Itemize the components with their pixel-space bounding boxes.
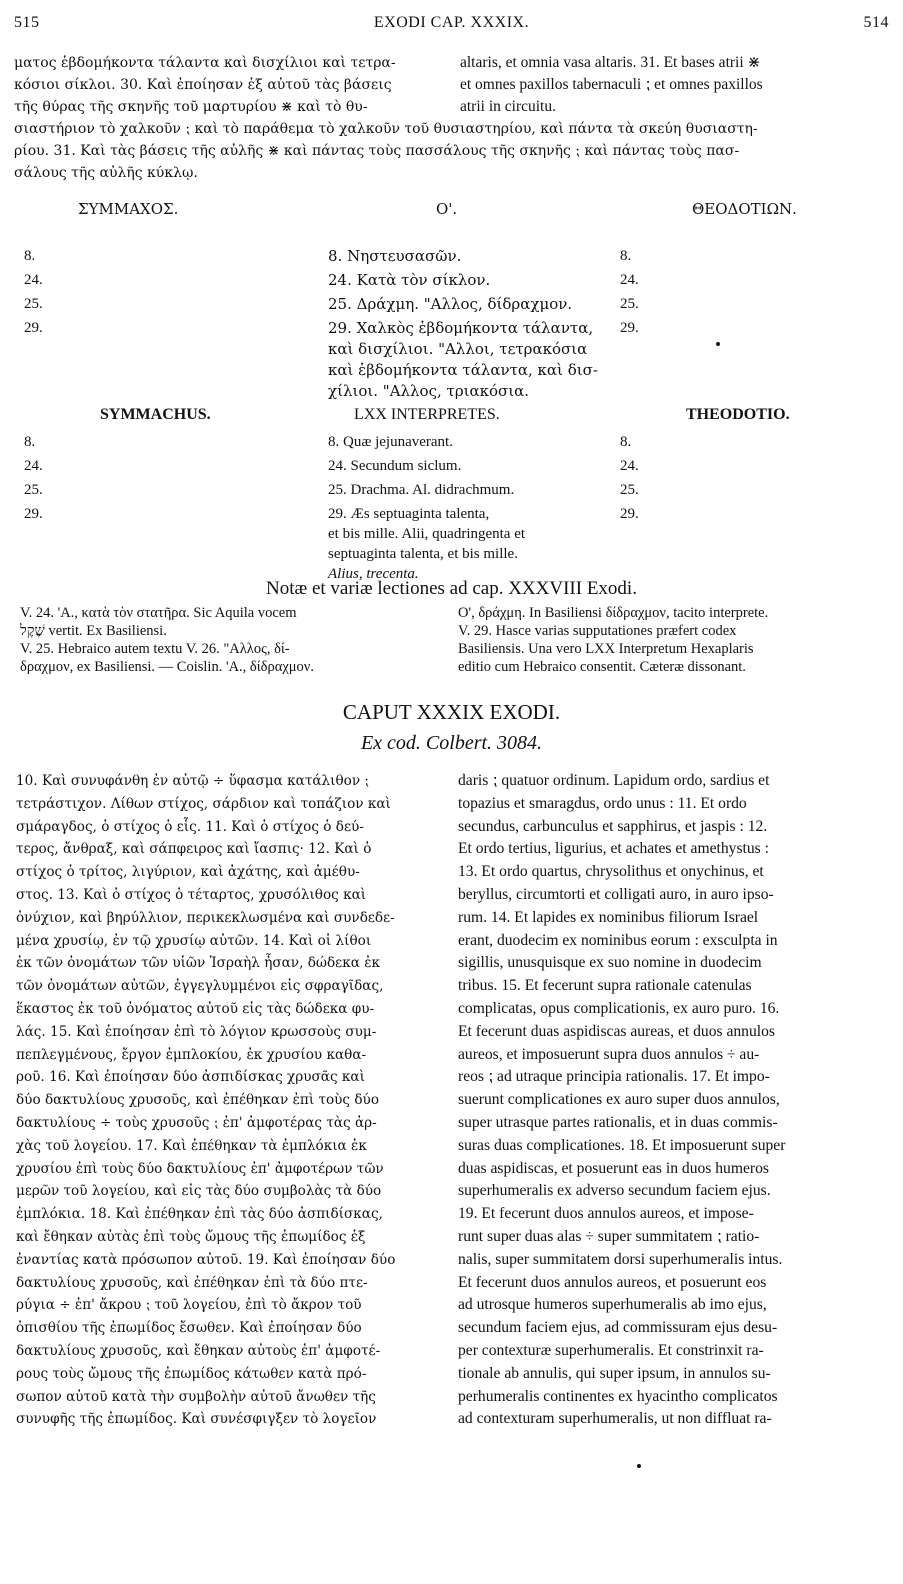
verse-number: 29. xyxy=(24,506,43,522)
body-line: rum. 14. Et lapides ex nominibus filiorum Israel xyxy=(458,908,759,926)
verse-number: 24. xyxy=(620,458,639,474)
text-line: σάλους τῆς αὐλῆς κύκλῳ. xyxy=(14,165,198,181)
body-line: ἕκαστος ἐκ τοῦ ὀνόματος αὐτοῦ εἰς τὰς δώδεκα φυ- xyxy=(16,1001,375,1017)
note-line: editio cum Hebraico consentit. Cæteræ dissonant. xyxy=(458,659,746,675)
note-line: Basiliensis. Una vero LXX Interpretum Hexaplaris xyxy=(458,641,754,657)
body-line: nalis, super summitatem dorsi superhumeralis intus. xyxy=(458,1250,783,1268)
body-line: secundus, carbunculus et sapphirus, et jaspis : 12. xyxy=(458,817,768,835)
body-line: δακτυλίους χρυσοῦς, καὶ ἐπέθηκαν ἐπὶ τὰ δύο πτε- xyxy=(16,1274,368,1291)
body-line: super utrasque partes rationalis, et in duas commis- xyxy=(458,1114,778,1131)
body-line: ροῦ. 16. Καὶ ἐποίησαν δύο ἀσπιδίσκας χρυσᾶς καὶ xyxy=(16,1069,365,1086)
column-header-theodotion: THEODOTIO. xyxy=(686,406,790,423)
lxx-line: καὶ δισχίλιοι. "Αλλοι, τετρακόσια xyxy=(328,340,588,358)
verse-number: 24. xyxy=(24,272,43,288)
note-line: V. 24. 'Α., κατὰ τὸν στατῆρα. Sic Aquila vocem xyxy=(20,605,297,621)
body-line: sigillis, unusquisque ex suo nomine in duodecim xyxy=(458,954,762,972)
body-line: topazius et smaragdus, ordo unus : 11. Et ordo xyxy=(458,794,747,812)
body-line: σωπον αὐτοῦ κατὰ τὴν συμβολὴν αὐτοῦ ἄνωθεν τῆς xyxy=(16,1388,376,1405)
body-line: τερος, ἄνθραξ, καὶ σάπφειρος καὶ ἴασπις· 12. Καὶ ὁ xyxy=(16,841,372,858)
note-line: שֶׁקֶל vertit. Ex Basiliensi. xyxy=(20,623,167,639)
lxx-line: 29. Χαλκὸς ἑβδομήκοντα τάλαντα, xyxy=(328,319,594,337)
verse-number: 8. xyxy=(620,248,632,264)
body-line: ad utrosque humeros superhumeralis ab imo ejus, xyxy=(458,1296,767,1314)
body-line: ὀνύχιον, καὶ βηρύλλιον, περικεκλωσμένα καὶ συνδεδε- xyxy=(16,909,395,926)
page-header xyxy=(14,14,889,36)
body-line: ὀπισθίου τῆς ἐπωμίδος ἔσωθεν. Καὶ ἐποίησαν δύο xyxy=(16,1320,362,1337)
body-line: Et ordo tertius, ligurius, et achates et amethystus : xyxy=(458,840,769,858)
ink-dot xyxy=(637,1464,641,1468)
body-line: Et fecerunt duas aspidiscas aureas, et duos annulos xyxy=(458,1022,775,1040)
verse-number: 25. xyxy=(620,482,639,498)
body-line: καὶ ἔθηκαν αὐτὰς ἐπὶ τοὺς ὤμους τῆς ἐπωμίδος ἐξ xyxy=(16,1229,366,1245)
body-line: tribus. 15. Et fecerunt supra rationale catenulas xyxy=(458,977,752,995)
body-line: μένα χρυσίῳ, ἐν τῷ χρυσίῳ αὐτῶν. 14. Καὶ οἱ λίθοι xyxy=(16,932,372,949)
verse-number: 25. xyxy=(620,296,639,312)
body-line: 19. Et fecerunt duos annulos aureos, et impose- xyxy=(458,1205,754,1223)
verse-number: 29. xyxy=(620,320,639,336)
body-line: perhumeralis continentes ex hyacintho complicatos xyxy=(458,1387,778,1405)
body-line: 10. Καὶ συνυφάνθη ἐν αὐτῷ ÷ ὕφασμα κατάλιθον ⁏ xyxy=(16,773,369,789)
lxx-line: χίλιοι. "Αλλος, τριακόσια. xyxy=(328,382,530,400)
text-line: et omnes paxillos tabernaculi ⁏ et omnes paxillos xyxy=(460,76,763,93)
verse-number: 29. xyxy=(620,506,639,522)
text-line: ματος ἑβδομήκοντα τάλαντα καὶ δισχίλιοι καὶ τετρα- xyxy=(14,55,396,71)
body-line: aureos, et imposuerunt supra duos annulos ÷ au- xyxy=(458,1045,760,1063)
verse-number: 25. xyxy=(24,482,43,498)
body-line: tionale ab annulis, qui super ipsum, in annulos su- xyxy=(458,1364,771,1382)
body-line: superhumeralis ex adverso secundum faciem ejus. xyxy=(458,1182,771,1200)
body-line: runt super duas alas ÷ super summitatem ⁏ ratio- xyxy=(458,1228,760,1245)
verse-number: 24. xyxy=(24,458,43,474)
body-line: στος. 13. Καὶ ὁ στίχος ὁ τέταρτος, χρυσόλιθος καὶ xyxy=(16,887,367,903)
lxx-line: καὶ ἑβδομήκοντα τάλαντα, καὶ δισ- xyxy=(328,361,598,379)
lxx-line: 29. Æs septuaginta talenta, xyxy=(328,506,490,522)
lxx-line: 24. Κατὰ τὸν σίκλον. xyxy=(328,271,491,289)
body-line: complicatas, opus complicationis, ex auro puro. 16. xyxy=(458,1000,780,1017)
body-line: λάς. 15. Καὶ ἐποίησαν ἐπὶ τὸ λόγιον κρωσσοὺς συμ- xyxy=(16,1023,377,1040)
body-line: ἐκ τῶν ὀνομάτων τῶν υἱῶν Ἰσραὴλ ἦσαν, δώδεκα ἐκ xyxy=(16,955,380,972)
lxx-line: 25. Δράχμη. "Αλλος, δίδραχμον. xyxy=(328,295,573,313)
body-line: per contexturæ superhumeralis. Et constrinxit ra- xyxy=(458,1342,764,1359)
body-line: reos ⁏ ad utraque principia rationalis. 17. Et impo- xyxy=(458,1068,770,1086)
column-header-symmachus: ΣΥΜΜΑΧΟΣ. xyxy=(78,200,179,218)
verse-number: 25. xyxy=(24,296,43,312)
body-line: daris ⁏ quatuor ordinum. Lapidum ordo, sardius et xyxy=(458,772,770,789)
chapter-subtitle: Ex cod. Colbert. 3084. xyxy=(360,732,543,754)
running-title: EXODI CAP. XXXIX. xyxy=(373,14,530,31)
lxx-line: 24. Secundum siclum. xyxy=(328,458,462,474)
verse-number: 8. xyxy=(24,434,36,450)
body-line: πεπλεγμένους, ἔργον ἐμπλοκίου, ἐκ χρυσίου καθα- xyxy=(16,1046,367,1063)
text-line: τῆς θύρας τῆς σκηνῆς τοῦ μαρτυρίου ⋇ καὶ τὸ θυ- xyxy=(14,99,368,115)
note-line: V. 25. Hebraico autem textu V. 26. "Αλλος, δί- xyxy=(20,641,290,657)
body-line: ρύγια ÷ ἐπ' ἄκρου ⁏ τοῦ λογείου, ἐπὶ τὸ ἄκρον τοῦ xyxy=(16,1297,362,1314)
body-line: χὰς τοῦ λογείου. 17. Καὶ ἐπέθηκαν τὰ ἐμπλόκια ἐκ xyxy=(16,1137,367,1154)
body-line: ad contexturam superhumeralis, ut non diffluat ra- xyxy=(458,1410,772,1428)
body-line: secundum faciem ejus, ad commissuram ejus desu- xyxy=(458,1319,778,1337)
body-line: τετράστιχον. Λίθων στίχος, σάρδιον καὶ τοπάζιον καὶ xyxy=(16,795,391,812)
note-line: δραχμον, ex Basiliensi. — Coislin. 'Α., δίδραχμον. xyxy=(20,659,314,675)
text-line: κόσιοι σίκλοι. 30. Καὶ ἐποίησαν ἐξ αὐτοῦ τὰς βάσεις xyxy=(14,77,392,93)
body-line: suras duas complicationes. 18. Et imposuerunt super xyxy=(458,1136,786,1154)
body-line: ρους τοὺς ὤμους τῆς ἐπωμίδος κάτωθεν κατὰ πρό- xyxy=(16,1365,367,1382)
body-line: beryllus, circumtorti et colligati auro, in auro ipso- xyxy=(458,886,774,903)
body-line: σμάραγδος, ὁ στίχος ὁ εἷς. 11. Καὶ ὁ στίχος ὁ δεύ- xyxy=(16,818,364,835)
page-number-right: 514 xyxy=(863,14,889,31)
lxx-line: Alius, trecenta. xyxy=(328,566,419,582)
column-header-symmachus: SYMMACHUS. xyxy=(100,406,211,423)
note-line: V. 29. Hasce varias supputationes præfert codex xyxy=(458,623,737,639)
lxx-line: 8. Quæ jejunaverant. xyxy=(328,434,453,450)
body-line: ἐμπλόκια. 18. Καὶ ἐπέθηκαν ἐπὶ τὰς δύο ἀσπιδίσκας, xyxy=(16,1206,383,1223)
ink-dot xyxy=(716,342,720,346)
body-line: ἐναντίας κατὰ πρόσωπον αὐτοῦ. 19. Καὶ ἐποίησαν δύο xyxy=(16,1251,396,1268)
text-line: atrii in circuitu. xyxy=(460,98,556,115)
lxx-line: septuaginta talenta, et bis mille. xyxy=(328,546,518,562)
page-number-left: 515 xyxy=(14,14,40,31)
body-line: δακτυλίους ÷ τοὺς χρυσοῦς ⁏ ἐπ' ἀμφοτέρας τὰς ἀρ- xyxy=(16,1115,377,1131)
note-line: Ο', δράχμη. In Basiliensi δίδραχμον, tacito interprete. xyxy=(458,605,769,621)
body-line: erant, duodecim ex nominibus eorum : exsculpta in xyxy=(458,931,778,949)
body-line: 13. Et ordo quartus, chrysolithus et onychinus, et xyxy=(458,863,764,881)
text-line: altaris, et omnia vasa altaris. 31. Et bases atrii ⋇ xyxy=(460,54,761,71)
lxx-line: 25. Drachma. Al. didrachmum. xyxy=(328,482,515,498)
body-line: suerunt complicationes ex auro super duos annulos, xyxy=(458,1091,780,1109)
body-line: duas aspidiscas, et posuerunt eas in duos humeros xyxy=(458,1159,769,1177)
body-line: Et fecerunt duos annulos aureos, et posuerunt eos xyxy=(458,1273,767,1291)
verse-number: 8. xyxy=(620,434,632,450)
verse-number: 29. xyxy=(24,320,43,336)
column-header-lxx: Ο'. xyxy=(436,200,458,218)
body-line: δακτυλίους χρυσοῦς, καὶ ἔθηκαν αὐτοὺς ἐπ' ἀμφοτέ- xyxy=(16,1343,381,1359)
text-line: σιαστήριον τὸ χαλκοῦν ⁏ καὶ τὸ παράθεμα τὸ χαλκοῦν τοῦ θυσιαστηρίου, καὶ πάντα τὰ σκεύη θυσιαστη- xyxy=(14,121,758,137)
chapter-title: CAPUT XXXIX EXODI. xyxy=(342,700,561,724)
verse-number: 8. xyxy=(24,248,36,264)
column-header-theodotion: ΘΕΟΔΟΤΙΩΝ. xyxy=(692,200,797,218)
column-header-lxx: LXX INTERPRETES. xyxy=(354,406,500,423)
body-line: χρυσίου ἐπὶ τοὺς δύο δακτυλίους ἐπ' ἀμφοτέρων τῶν xyxy=(16,1160,384,1177)
lxx-line: 8. Νηστευσασῶν. xyxy=(328,247,462,265)
body-line: τῶν ὀνομάτων αὐτῶν, ἐγγεγλυμμένοι εἰς σφραγῖδας, xyxy=(16,978,384,995)
body-line: μερῶν τοῦ λογείου, καὶ εἰς τὰς δύο συμβολὰς τὰ δύο xyxy=(16,1183,382,1200)
notae-title: Notæ et variæ lectiones ad cap. XXXVIII Exodi. xyxy=(266,578,637,599)
body-line: συνυφῆς τῆς ἐπωμίδος. Καὶ συνέσφιγξεν τὸ λογεῖον xyxy=(16,1411,377,1428)
verse-number: 24. xyxy=(620,272,639,288)
body-line: στίχος ὁ τρίτος, λιγύριον, καὶ ἀχάτης, καὶ ἀμέθυ- xyxy=(16,864,360,881)
body-line: δύο δακτυλίους χρυσοῦς, καὶ ἐπέθηκαν ἐπὶ τοὺς δύο xyxy=(16,1092,380,1109)
lxx-line: et bis mille. Alii, quadringenta et xyxy=(328,526,526,542)
text-line: ρίου. 31. Καὶ τὰς βάσεις τῆς αὐλῆς ⋇ καὶ πάντας τοὺς πασσάλους τῆς σκηνῆς ⁏ καὶ πάντας τοὺς πασ- xyxy=(14,143,740,159)
